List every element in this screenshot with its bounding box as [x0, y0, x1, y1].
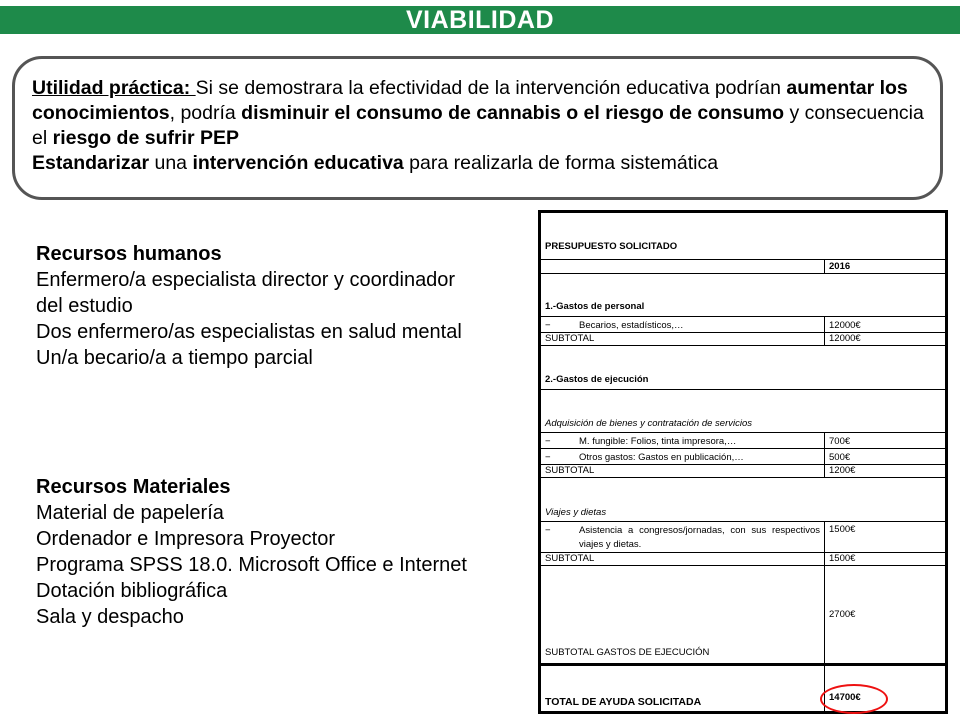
- fungible-label: M. fungible: Folios, tinta impresora,…: [579, 436, 737, 447]
- human-resource-item: Un/a becario/a a tiempo parcial: [36, 347, 313, 369]
- material-resources: [36, 474, 486, 630]
- material-resource-item: Sala y despacho: [36, 606, 184, 628]
- section-personal: 1.-Gastos de personal: [540, 274, 947, 317]
- callout-seg: y consecuencia el: [32, 102, 924, 149]
- subtotal-label: SUBTOTAL: [540, 553, 825, 566]
- human-resource-item: Dos enfermero/as especialistas en salud mental: [36, 321, 462, 343]
- callout-bold: riesgo de sufrir PEP: [52, 127, 240, 149]
- utility-label: Utilidad práctica:: [32, 77, 196, 99]
- material-resource-item: Programa SPSS 18.0. Microsoft Office e Internet: [36, 554, 467, 576]
- asistencia-label: Asistencia a congresos/jornadas, con sus respectivos viajes y dietas.: [579, 525, 820, 550]
- subtotal-execution-value: 2700€: [825, 566, 947, 665]
- table-cell: [540, 522, 825, 553]
- table-row: [540, 346, 947, 390]
- material-resource-item: Ordenador e Impresora Proyector: [36, 528, 336, 550]
- subtotal-travel: 1500€: [825, 553, 947, 566]
- callout-seg: , podría: [169, 102, 242, 124]
- dash-mark: −: [545, 525, 551, 536]
- table-cell: [540, 433, 825, 449]
- callout-seg: para realizarla de forma sistemática: [403, 152, 719, 174]
- subtotal-execution-label: SUBTOTAL GASTOS DE EJECUCIÓN: [540, 566, 825, 665]
- acquisition-heading: Adquisición de bienes y contratación de servicios: [540, 390, 947, 433]
- material-resources-heading: Recursos Materiales: [36, 476, 231, 498]
- total-label: TOTAL DE AYUDA SOLICITADA: [540, 665, 825, 713]
- material-resource-item: Material de papelería: [36, 502, 224, 524]
- material-resource-item: Dotación bibliográfica: [36, 580, 228, 602]
- callout-bold: Estandarizar: [32, 152, 150, 174]
- dash-mark: −: [545, 436, 551, 447]
- table-row: [540, 212, 947, 260]
- fungible-value: 700€: [825, 433, 947, 449]
- human-resources-heading: Recursos humanos: [36, 243, 222, 265]
- table-row: [540, 553, 947, 566]
- callout-seg: una: [149, 152, 193, 174]
- human-resources: [36, 241, 476, 371]
- table-cell: [540, 317, 825, 333]
- table-row: [540, 566, 947, 665]
- table-cell: [540, 260, 825, 274]
- table-row: [540, 665, 947, 713]
- dash-mark: −: [545, 452, 551, 463]
- table-row: [540, 478, 947, 522]
- becarios-label: Becarios, estadísticos,…: [579, 320, 684, 331]
- dash-mark: −: [545, 320, 551, 331]
- total-highlight-circle: [820, 684, 888, 714]
- section-execution: 2.-Gastos de ejecución: [540, 346, 947, 390]
- table-cell: [540, 449, 825, 465]
- callout-bold: disminuir el consumo de cannabis o el riesgo de consumo: [241, 102, 785, 124]
- callout-text: [32, 76, 942, 176]
- table-row: [540, 260, 947, 274]
- table-row: [540, 333, 947, 346]
- human-resource-item: Enfermero/a especialista director y coordinador del estudio: [36, 269, 456, 317]
- budget-table: [538, 210, 945, 714]
- otros-label: Otros gastos: Gastos en publicación,…: [579, 452, 744, 463]
- otros-value: 500€: [825, 449, 947, 465]
- table-row: [540, 390, 947, 433]
- practical-utility-callout: [12, 56, 943, 200]
- title-banner: [0, 6, 960, 34]
- travel-heading: Viajes y dietas: [540, 478, 947, 522]
- budget-year: 2016: [825, 260, 947, 274]
- table-row: [540, 449, 947, 465]
- subtotal-label: SUBTOTAL: [540, 333, 825, 346]
- callout-bold: intervención educativa: [192, 152, 404, 174]
- table-row: [540, 465, 947, 478]
- asistencia-value: 1500€: [825, 522, 947, 553]
- subtotal-acquisition: 1200€: [825, 465, 947, 478]
- table-row: [540, 522, 947, 553]
- subtotal-personal: 12000€: [825, 333, 947, 346]
- table-row: [540, 274, 947, 317]
- subtotal-label: SUBTOTAL: [540, 465, 825, 478]
- table-row: [540, 317, 947, 333]
- becarios-value: 12000€: [825, 317, 947, 333]
- page-title: VIABILIDAD: [405, 6, 555, 34]
- callout-seg: Si se demostrara la efectividad de la intervención educativa podrían: [195, 77, 787, 99]
- callout-bold: aumentar los conocimientos: [32, 77, 908, 124]
- budget-header: PRESUPUESTO SOLICITADO: [540, 212, 947, 260]
- table-row: [540, 433, 947, 449]
- total-value: 14700€: [825, 665, 947, 713]
